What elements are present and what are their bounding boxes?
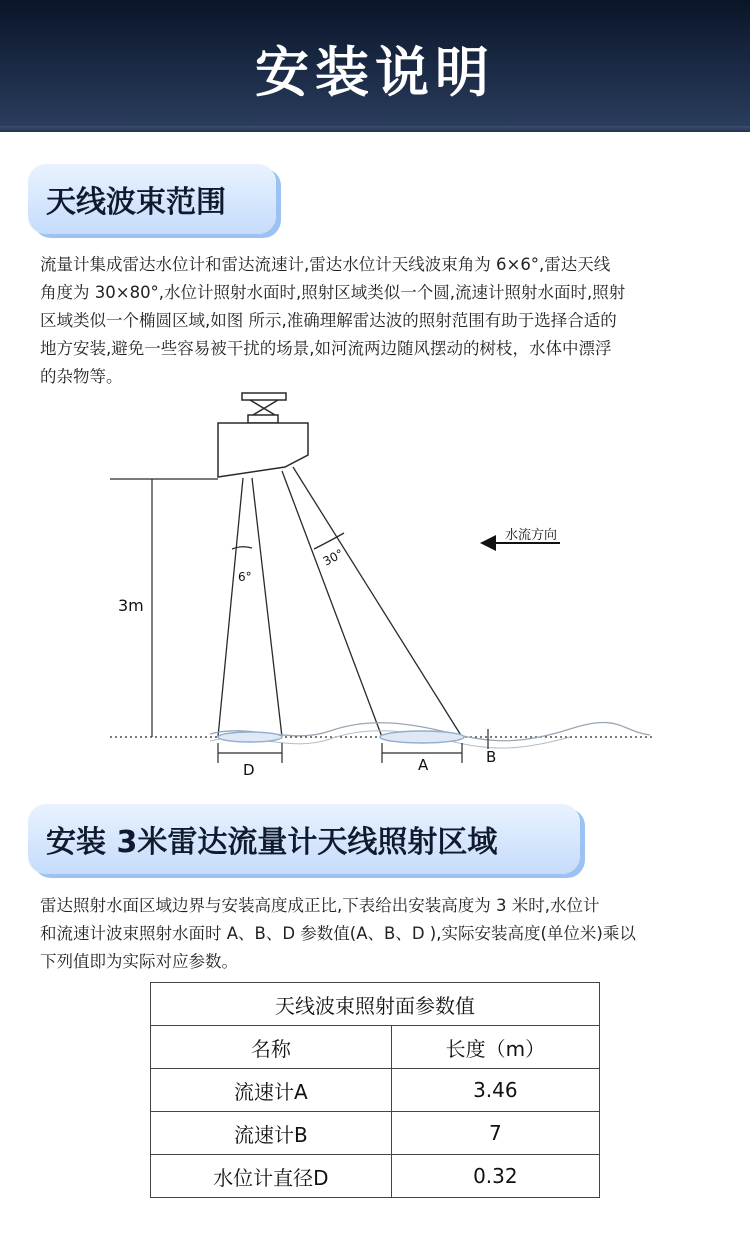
- table-caption-row: [151, 983, 600, 1026]
- paragraph-line: 雷达照射水面区域边界与安装高度成正比,下表给出安装高度为 3 米时,水位计: [40, 896, 600, 915]
- section-heading-text: 安装 3米雷达流量计天线照射区域: [46, 825, 498, 860]
- table-cell-value: 3.46: [391, 1069, 599, 1112]
- table-row: [151, 1155, 600, 1198]
- mount-bracket: [242, 393, 286, 423]
- water-level-spot: [218, 732, 282, 742]
- table-caption: 天线波束照射面参数值: [151, 983, 600, 1026]
- page-title: 安装说明: [255, 41, 495, 104]
- water-level-beam: [218, 478, 282, 737]
- beam-range-description: [40, 251, 710, 391]
- table-cell-name: 流速计A: [151, 1069, 392, 1112]
- radar-beam-diagram: [100, 385, 660, 785]
- paragraph-line: 的杂物等。: [40, 367, 123, 386]
- label-d: D: [243, 761, 255, 779]
- paragraph-line: 地方安装,避免一些容易被干扰的场景,如河流两边随风摆动的树枝，水体中漂浮: [40, 339, 612, 358]
- table-cell-value: 0.32: [391, 1155, 599, 1198]
- table-header-cell: 名称: [151, 1026, 392, 1069]
- paragraph-line: 区域类似一个椭圆区域,如图 所示,准确理解雷达波的照射范围有助于选择合适的: [40, 311, 617, 330]
- paragraph-line: 和流速计波束照射水面时 A、B、D 参数值(A、B、D ),实际安装高度(单位米)乘以: [40, 924, 636, 943]
- table-cell-name: 水位计直径D: [151, 1155, 392, 1198]
- velocity-beam: [282, 467, 462, 737]
- height-label: 3m: [118, 596, 144, 615]
- table-header-row: [151, 1026, 600, 1069]
- dimension-d: [218, 743, 282, 763]
- parameter-table-wrap: [150, 982, 600, 1198]
- velocity-spot: [380, 731, 464, 743]
- paragraph-line: 角度为 30×80°,水位计照射水面时,照射区域类似一个圆,流速计照射水面时,照射: [40, 283, 626, 302]
- flow-direction-label: 水流方向: [505, 528, 558, 543]
- parameter-table: [150, 982, 600, 1198]
- table-row: [151, 1112, 600, 1155]
- section-heading-irradiation-area: [28, 804, 580, 874]
- section-heading-beam-range: [28, 164, 276, 234]
- angle-large-label: 30°: [320, 546, 346, 569]
- label-a: A: [418, 756, 429, 774]
- table-row: [151, 1069, 600, 1112]
- paragraph-line: 下列值即为实际对应参数。: [40, 952, 238, 971]
- irradiation-description: [40, 892, 710, 976]
- table-cell-name: 流速计B: [151, 1112, 392, 1155]
- table-cell-value: 7: [391, 1112, 599, 1155]
- section-heading-text: 天线波束范围: [46, 185, 226, 220]
- paragraph-line: 流量计集成雷达水位计和雷达流速计,雷达水位计天线波束角为 6×6°,雷达天线: [40, 255, 611, 274]
- label-b: B: [486, 748, 497, 766]
- table-header-cell: 长度（m）: [391, 1026, 599, 1069]
- header-banner: [0, 0, 750, 132]
- angle-small-label: 6°: [238, 570, 252, 584]
- radar-beam-svg: [100, 385, 660, 785]
